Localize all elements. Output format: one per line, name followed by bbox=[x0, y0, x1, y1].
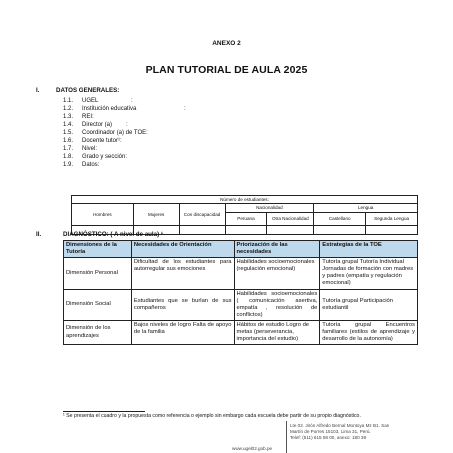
item-label: Grado y sección: bbox=[82, 154, 128, 161]
section-heading: DIAGNÓSTICO: ( A nivel de aula) ¹ bbox=[63, 231, 163, 238]
list-item bbox=[63, 121, 363, 129]
item-number: 1.3. bbox=[63, 114, 74, 121]
header-priorizacion: Priorización de las necesidades bbox=[234, 241, 320, 258]
col-castellano: Castellano bbox=[314, 213, 366, 226]
list-item bbox=[63, 161, 363, 169]
col-otra-nacionalidad: Otra Nacionalidad bbox=[267, 213, 314, 226]
address-line: Martín de Porres 15103, Lima 31, Perú. bbox=[290, 429, 371, 434]
table-row bbox=[64, 320, 418, 344]
footnote: ¹ Se presenta el cuadro y la propuesta como referencia o ejemplo sin embargo cada escuela debe partir de su propio diagnóstico. bbox=[63, 413, 361, 419]
item-colon: : bbox=[131, 98, 133, 104]
list-item bbox=[63, 129, 363, 137]
annex-label: ANEXO 2 bbox=[212, 40, 241, 47]
item-label: Coordinador (a) de TOE: bbox=[82, 130, 148, 137]
item-number: 1.2. bbox=[63, 106, 74, 113]
diagnosis-table bbox=[63, 240, 418, 345]
item-number: 1.4. bbox=[63, 122, 74, 129]
section-heading: DATOS GENERALES: bbox=[56, 87, 120, 94]
estrategias-cell: Tutoría grupal Participación estudiantil bbox=[320, 289, 418, 320]
header-necesidades: Necesidades de Orientación bbox=[131, 241, 234, 258]
students-table bbox=[71, 195, 418, 235]
necesidades-cell: Dificultad de los estudiantes para autorregular sus emociones bbox=[131, 258, 234, 289]
col-segunda-lengua: Segunda Lengua bbox=[366, 213, 418, 226]
dimension-cell: Dimensión de los aprendizajes bbox=[64, 320, 132, 344]
item-label: Nivel: bbox=[82, 146, 98, 153]
header-estrategias: Estrategias de la TOE bbox=[320, 241, 418, 258]
section-datos-generales bbox=[36, 87, 236, 95]
list-item bbox=[63, 137, 363, 145]
col-mujeres: Mujeres bbox=[133, 204, 179, 226]
table-row bbox=[64, 289, 418, 320]
item-number: 1.8. bbox=[63, 154, 74, 161]
dimension-cell: Dimensión Social bbox=[64, 289, 132, 320]
list-item bbox=[63, 145, 363, 153]
item-number: 1.5. bbox=[63, 130, 74, 137]
list-item bbox=[63, 153, 363, 161]
item-number: 1.9. bbox=[63, 162, 74, 169]
footnote-divider bbox=[63, 411, 145, 412]
estrategias-cell: Tutoría grupal Tutoría Individual Jornadas de formación con madres y padres (empatía y regulación emocional) bbox=[320, 258, 418, 289]
item-label: UGEL bbox=[82, 98, 99, 104]
item-label: REI: bbox=[82, 114, 94, 121]
item-number: 1.6. bbox=[63, 138, 74, 145]
list-item bbox=[63, 113, 363, 121]
item-number: 1.7. bbox=[63, 146, 74, 153]
section-number: II. bbox=[36, 231, 42, 238]
cell-input[interactable] bbox=[366, 226, 418, 235]
col-hombres: Hombres bbox=[72, 204, 134, 226]
list-item bbox=[63, 97, 363, 105]
necesidades-cell: Estudiantes que se burlan de sus compañeros bbox=[131, 289, 234, 320]
footer-address bbox=[290, 423, 389, 441]
section-diagnostico bbox=[36, 231, 336, 239]
necesidades-cell: Bajos niveles de logro Falta de apoyo de la familia bbox=[131, 320, 234, 344]
general-data-list bbox=[63, 97, 363, 169]
priorizacion-cell: Habilidades socioemocionales ( comunicación asertiva, empatía , resolución de conflictos) bbox=[234, 289, 320, 320]
list-item bbox=[63, 105, 363, 113]
table-row bbox=[64, 258, 418, 289]
item-label: Director (a) bbox=[82, 122, 113, 129]
footer-divider bbox=[286, 421, 287, 453]
item-number: 1.1. bbox=[63, 98, 74, 104]
col-discapacidad: Con discapacidad bbox=[179, 204, 225, 226]
item-label: Datos: bbox=[82, 162, 100, 169]
header-dimensiones: Dimensiones de la Tutoría bbox=[64, 241, 132, 258]
priorizacion-cell: Hábitos de estudio Logro de metas (perseverancia, importancia del estudio) bbox=[234, 320, 320, 344]
item-colon: : bbox=[126, 122, 128, 129]
students-count-header: Número de estudiantes: bbox=[72, 196, 418, 204]
col-nacionalidad: Nacionalidad bbox=[225, 204, 314, 213]
item-label: Institución educativa bbox=[82, 106, 137, 113]
item-colon: : bbox=[184, 106, 186, 113]
item-label: Docente tutor¹: bbox=[82, 138, 122, 145]
address-line: Lte 02. Jirón Alfredo Bernal Montoya Mz B1. San bbox=[290, 423, 390, 428]
col-lengua: Lengua bbox=[314, 204, 418, 213]
section-number: I. bbox=[36, 87, 40, 94]
priorizacion-cell: Habilidades socioemocionales (regulación emocional) bbox=[234, 258, 320, 289]
col-peruana: Peruana bbox=[225, 213, 267, 226]
footer-website-link[interactable]: www.ugel02.gob.pe bbox=[232, 446, 273, 451]
document-title: PLAN TUTORIAL DE AULA 2025 bbox=[145, 64, 308, 76]
dimension-cell: Dimensión Personal bbox=[64, 258, 132, 289]
address-line: Telef: (511) 615 58 00, anexo: 180 39 bbox=[290, 435, 367, 440]
estrategias-cell: Tutoría grupal Encuentros familiares (estilos de aprendizaje y desarrollo de la autonomía) bbox=[320, 320, 418, 344]
